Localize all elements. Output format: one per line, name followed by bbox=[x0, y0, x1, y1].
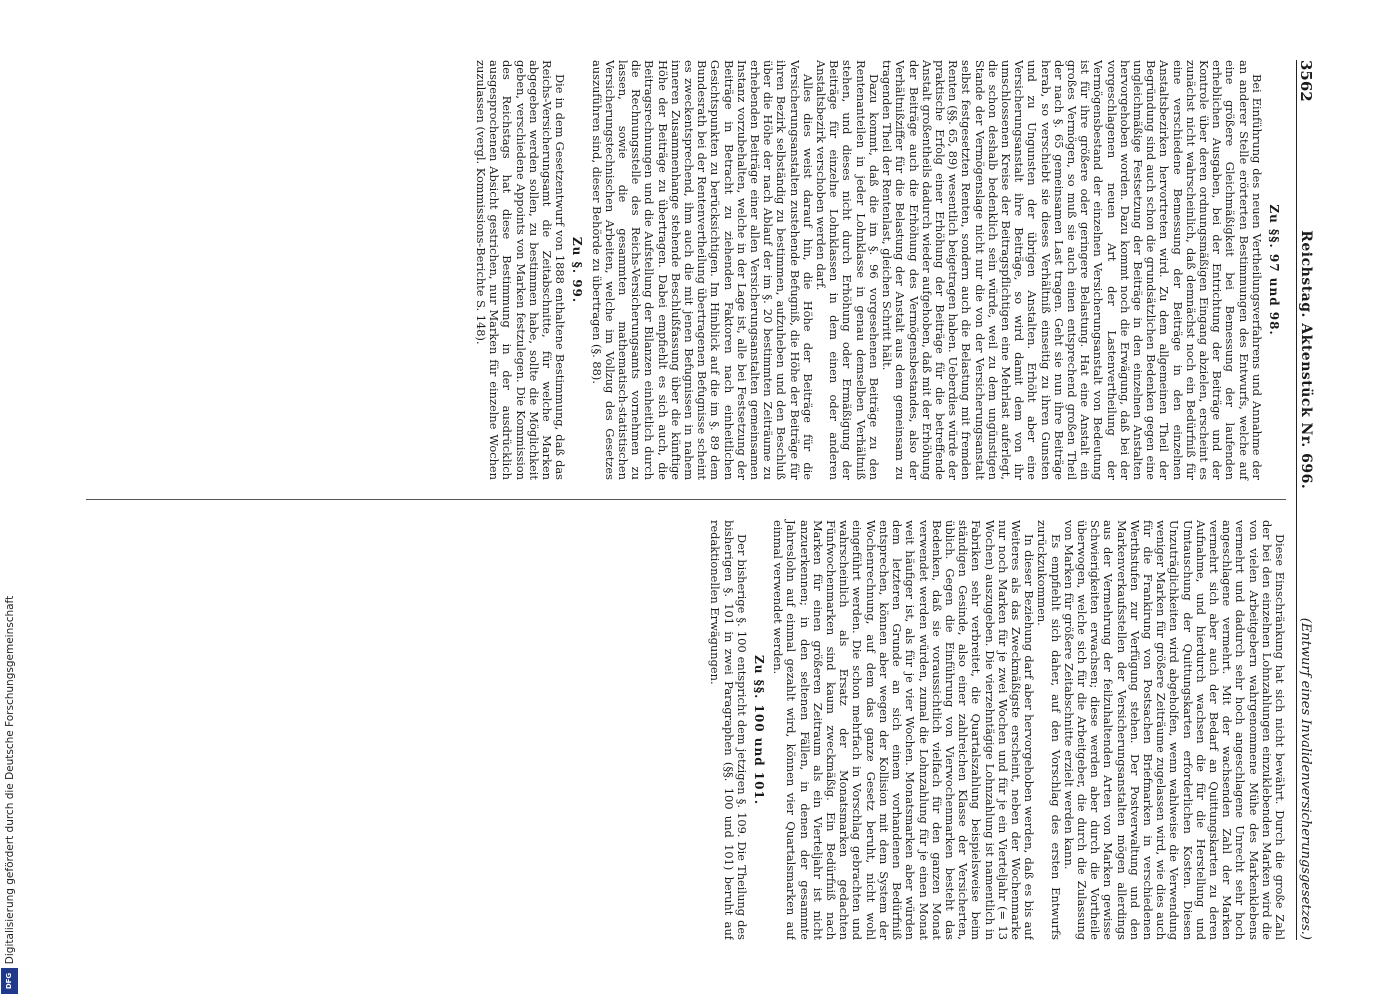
page-content bbox=[78, 60, 1322, 940]
paragraph: Dazu kommt, daß die im §. 96 vorgesehenen Beiträge zu den Rentenanteilen in jeder Lohnklasse in genau demselben Verhältniß stehen, und dieses nicht durch Erhöhung oder Ermäßigung der Beiträge für einzelne Lohnklassen in dem einen oder anderen Anstaltsbezirk verschoben werden darf. bbox=[814, 60, 881, 480]
paragraph: Bei Einführung des neuen Vertheilungsverfahrens und Annahme der an anderer Stelle erörterten Bestimmungen des Entwurfs, welche auf eine größere Gleichmäßigkeit bei Bemessung der laufenden erheblichen Ausgaben, bei der Entrichtung der Beiträge und der Kontrole über deren ordnungsmäßigen Eingang abzielen, erscheint es zunächst nicht wahrscheinlich, daß demnächst noch ein Bedürfniß für eine verschiedene Bemessung der Beiträge in den einzelnen Anstaltsbezirken hervortreten wird. Zu dem allgemeinen Theil der Begründung sind auch schon die grundsätzlichen Bedenken gegen eine ungleichmäßige Festsetzung der Beiträge in den einzelnen Anstalten hervorgehoben worden. Dazu kommt noch die Erwägung, daß bei der vorgeschlagenen neuen Art der Lastenvertheilung der Vermögensbestand der einzelnen Versicherungsanstalt von Bedeutung ist für ihre größere oder geringere Belastung. Hat eine Anstalt ein großes Vermögen, so muß sie auch einen entsprechend großen Theil der nach §. 65 gemeinsamen Last tragen. Geht sie nun ihre Beiträge herab, so verschiebt sie dieses Verhältniß einseitig zu ihren Gunsten und zu Ungunsten der übrigen Anstalten. Erhöht aber eine Versicherungsanstalt ihre Beiträge, so wird damit dem von ihr umschlossenen Kreise der Beitragspflichtigen eine Mehrlast auferlegt, die schon deshalb bedenklich sein würde, weil zu dem ungünstigen Stande der Vermögenslage nicht nur die von der Versicherungsanstalt selbst festgesetzten Renten, sondern auch die Belastung mit fremden Renten (§§. 65, 89) wesentlich beigetragen haben. Ueberdies würde der praktische Erfolg einer Erhöhung der Beiträge für die betreffende Anstalt großentheils dadurch wieder aufgehoben, daß mit der Erhöhung der Beiträge auch die Erhöhung des Vermögensbestandes, also der Verhältnißziffer für die Belastung der Anstalt aus dem gemeinsam zu tragenden Theil der Rentenlast, gleichen Schritt hält. bbox=[880, 60, 1264, 480]
column-divider bbox=[86, 499, 1286, 500]
page-header bbox=[1296, 60, 1322, 940]
paragraph: Es empfiehlt sich daher, auf den Vorschlag des ersten Entwurfs zurückzukommen. bbox=[1035, 520, 1063, 940]
right-column bbox=[86, 520, 1286, 940]
dfg-logo bbox=[1, 968, 18, 994]
page-subtitle: (Entwurf eines Invalidenversicherungsgesetzes.) bbox=[1298, 617, 1314, 940]
scanned-page bbox=[78, 60, 1322, 940]
page-number: 3562 bbox=[1297, 60, 1316, 102]
paragraph: Der bisherige §. 100 entspricht dem jetzigen §. 109. Die Theilung des bisherigen §. 101 in zwei Paragraphen (§§. 100 und 101) beruht auf redaktionellen Erwägungen. bbox=[708, 520, 749, 940]
paragraph: Die in dem Gesetzentwurf von 1888 enthaltene Bestimmung, daß das Reichs-Versicherungsamt die Zeitabschnitte, für welche Marken abgegeben werden sollen, zu bestimmen habe, sollte die Möglichkeit geben, verschiedene Appoints von Marken festzulegen. Die Kommission des Reichstags hat diese Bestimmung in der ausdrücklich ausgesprochenen Absicht gestrichen, nur Marken für einzelne Wochen zuzulassen (vergl. Kommissions-Berichte S. 148). bbox=[474, 60, 568, 480]
paragraph: Diese Einschränkung hat sich nicht bewährt. Durch die große Zahl der bei den einzelnen Lohnzahlungen einzuklebenden Marken wird die von vielen Arbeitgebern wahrgenommene Mühe des Markenklebens vermehrt und dadurch sehr hoch angeschlagene Unrecht sehr hoch angeschlagene vermehrt. Mit der wachsenden Zahl der Marken vermehrt sich aber auch der Bedarf an Quittungskarten zu deren Aufnahme, und hierdurch wachsen die für die Herstellung und Umtauschung der Quittungskarten erforderlichen Kosten. Diesen Unzuträglichkeiten wird abgeholfen, wenn wahlweise die Verwendung weniger Marken für größere Zeiträume zugelassen wird, wie dies auch für die Frankirung von Postsachen Briefmarken in verschiedenen Werthstufen zur Verfügung stehen. Der Postverwaltung und den Markenverkaufsstellen der Versicherungsanstalten mögen allerdings aus der Vermehrung der feilzuhaltenden Arten von Marken gewisse Schwierigkeiten erwachsen; diese werden aber durch die Vortheile überwogen, welche sich für die Arbeitgeber, die durch die Zulassung von Marken für größere Zeitabschnitte erzielt werden kann. bbox=[1061, 520, 1287, 940]
digitization-note: Digitalisierung gefördert durch die Deutsche Forschungsgemeinschaft bbox=[4, 595, 16, 965]
digitization-strip bbox=[0, 0, 20, 1000]
left-column bbox=[86, 60, 1286, 480]
section-heading: Zu §§. 100 und 101. bbox=[752, 654, 767, 806]
section-heading: Zu §§. 97 und 98. bbox=[1267, 204, 1281, 336]
page-title: Reichstag. Aktenstück Nr. 696. bbox=[1298, 230, 1315, 490]
dfg-logo-text: DFG bbox=[5, 972, 14, 990]
section-heading: Zu §. 99. bbox=[570, 236, 585, 304]
paragraph: In dieser Beziehung darf aber hervorgehoben werden, daß es bis auf Weiteres als das Zweckmäßigste erscheint, neben der Wochenmarke nur noch Marken für je zwei Wochen und für je ein Vierteljahr (= 13 Wochen) auszugeben. Die vierzehntägige Lohnzahlung ist namentlich in Fabriken sehr verbreitet, die Quartalszahlung beispielsweise beim ständigen Gesinde, also einer zahlreichen Klasse der Versicherten, üblich. Gegen die Einführung von Vierwochenmarken besteht das Bedenken, daß sie voraussichtlich vielfach für den ganzen Monat verwendet werden würden, zumal die Lohnzahlung für je einen Monat weit häufiger ist, als für je vier Wochen. Monatsmarken aber würden dem letzteren Grunde an sich einem vorhandenen Bedürfniß entsprechen, können aber wegen der Kollision mit dem System der Wochenrechnung, auf dem das ganze Gesetz beruht, nicht wohl eingeführt werden. Die schon mehrfach in Vorschlag gebrachten und wahrscheinlich als Ersatz der Monatsmarken gedachten Fünfwochenmarken sind kaum zweckmäßig. Ein Bedürfniß nach Marken für einen größeren Zeitraum als ein Vierteljahr ist nicht anzuerkennen; in den seltenen Fällen, in denen der gesammte Jahreslohn auf einmal gezahlt wird, können vier Quartalsmarken auf einmal verwendet werden. bbox=[771, 520, 1037, 940]
paragraph: Alles dies weist darauf hin, die Höhe der Beiträge für die Versicherungsanstalten zustehende Befugniß, die Höhe der Beiträge für ihren Bezirk selbständig zu bestimmen, aufzuheben und den Beschluß über die Höhe der nach Ablauf der im §. 20 bestimmten Zeiträume zu erhebenden Beiträge einer allen Versicherungsanstalten gemeinsamen Instanz vorzubehalten, welche in der Lage ist, alle bei Festsetzung der Beiträge in Betracht zu ziehenden Faktoren nach einheitlichen Gesichtspunkten zu berücksichtigen. Im Hinblick auf die im §. 89 dem Bundesrath bei der Rentenvertheilung übertragenen Befugnisse scheint es zweckentsprechend, ihm auch die mit jenen Befugnissen in nahem inneren Zusammenhange stehende Beschlußfassung über die künftige Höhe der Beiträge zu übertragen. Dabei empfiehlt es sich auch, die Beitragsrechnungen und die Aufstellung der Bilanzen einheitlich durch die Rechnungsstelle des Reichs-Versicherungsamts vornehmen zu lassen, sowie die gesammten mathematisch-statistischen Versicherungstechnischen Arbeiten, welche im Vollzug des Gesetzes auszuführen sind, dieser Behörde zu übertragen (§. 88). bbox=[589, 60, 815, 480]
